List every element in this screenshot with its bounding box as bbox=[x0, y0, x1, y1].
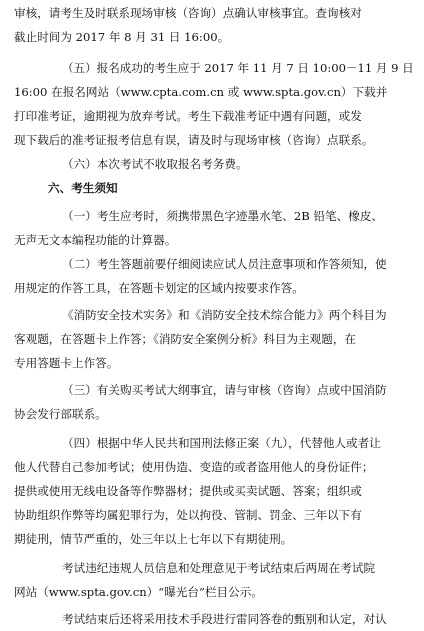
paragraph-line: 16:00 在报名网站（www.cpta.com.cn 或 www.spta.gov.cn）下载并 bbox=[14, 85, 388, 99]
paragraph-line: （三）有关购买考试大纲事宜，请与审核（咨询）点或中国消防 bbox=[62, 383, 387, 397]
paragraph-line: 打印准考证，逾期视为放弃考试。考生下载准考证中遇有问题，或发 bbox=[14, 109, 362, 123]
paragraph-line: 无声无文本编程功能的计算器。 bbox=[14, 233, 177, 247]
paragraph-line: 专用答题卡上作答。 bbox=[14, 356, 119, 370]
paragraph-line: （六）本次考试不收取报名考务费。 bbox=[62, 157, 248, 171]
paragraph-line: （一）考生应考时，须携带黑色字迹墨水笔、2B 铅笔、橡皮、 bbox=[62, 209, 384, 223]
paragraph-line: （四）根据中华人民共和国刑法修正案（九），代替他人或者让 bbox=[62, 436, 381, 450]
paragraph-line: 现下载后的准考证报考信息有误，请及时与现场审核（咨询）点联系。 bbox=[14, 133, 374, 147]
paragraph-line: 截止时间为 2017 年 8 月 31 日 16:00。 bbox=[14, 30, 230, 44]
paragraph-line: （二）考生答题前要仔细阅读应试人员注意事项和作答须知，使 bbox=[62, 257, 387, 271]
paragraph-line: 用规定的作答工具，在答题卡划定的区域内按要求作答。 bbox=[14, 281, 304, 295]
paragraph-line: 他人代替自己参加考试；使用伪造、变造的或者盗用他人的身份证件； bbox=[14, 460, 374, 474]
paragraph-line: 客观题，在答题卡上作答；《消防安全案例分析》科目为主观题，在 bbox=[14, 332, 357, 346]
paragraph-line: 考试结束后还将采用技术手段进行雷同答卷的甄别和认定，对认 bbox=[62, 612, 387, 626]
paragraph-line: 提供或使用无线电设备等作弊器材；提供或买卖试题、答案；组织或 bbox=[14, 484, 362, 498]
paragraph-line: 《消防安全技术实务》和《消防安全技术综合能力》两个科目为 bbox=[62, 308, 387, 322]
section-heading: 六、考生须知 bbox=[48, 181, 118, 195]
paragraph-line: 协会发行部联系。 bbox=[14, 407, 107, 421]
paragraph-line: 考试违纪违规人员信息和处理意见于考试结束后两周在考试院 bbox=[62, 561, 376, 575]
paragraph-line: 协助组织作弊等均属犯罪行为，处以拘役、管制、罚金、三年以下有 bbox=[14, 508, 362, 522]
paragraph-line: 期徒刑，情节严重的，处三年以上七年以下有期徒刑。 bbox=[14, 532, 293, 546]
paragraph-line: 网站（www.spta.gov.cn）“曝光台”栏目公示。 bbox=[14, 585, 263, 599]
paragraph-line: （五）报名成功的考生应于 2017 年 11 月 7 日 10:00－11 月 9 日 bbox=[62, 61, 414, 75]
paragraph-line: 审核，请考生及时联系现场审核（咨询）点确认审核事宜。查询核对 bbox=[14, 6, 362, 20]
